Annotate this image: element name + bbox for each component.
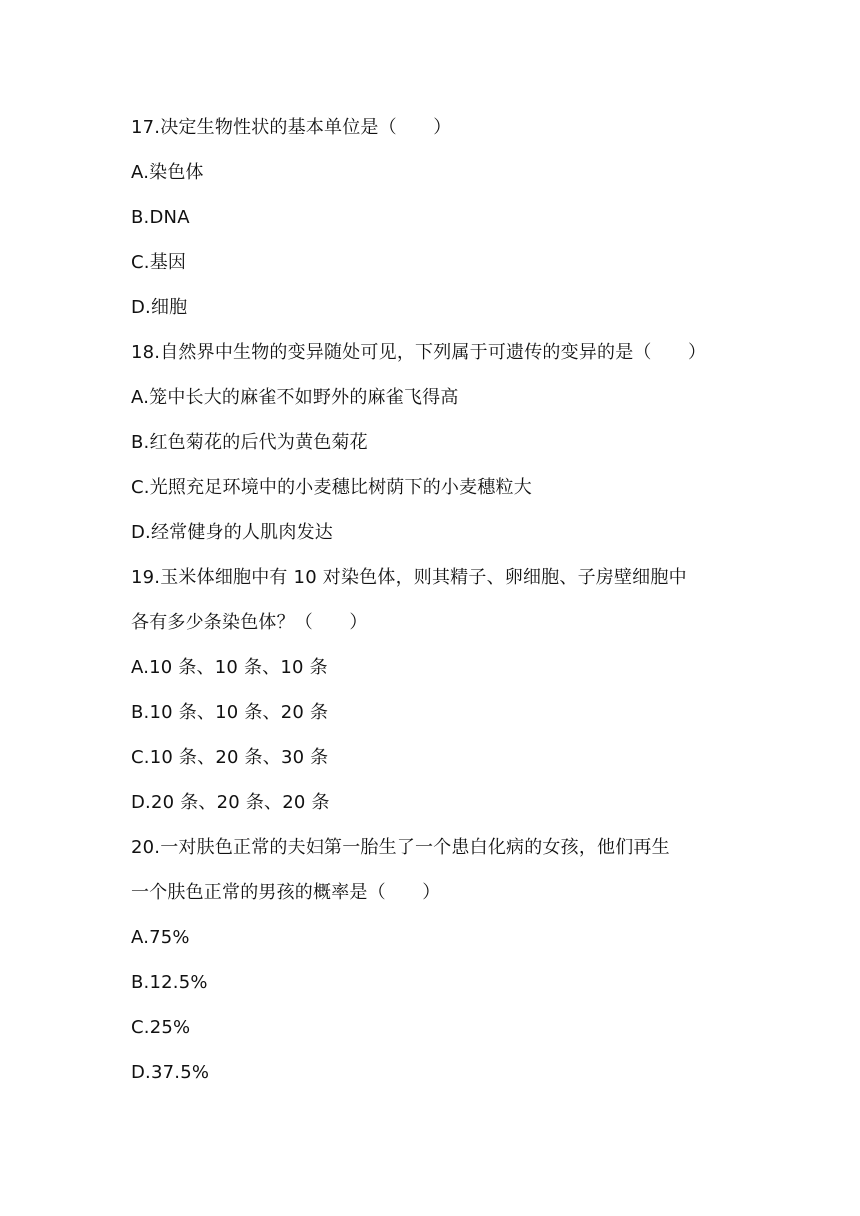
question-20-option-a: A.75%	[131, 927, 190, 948]
question-20-stem-line-1: 20.一对肤色正常的夫妇第一胎生了一个患白化病的女孩，他们再生	[131, 837, 670, 858]
question-18-option-a: A.笼中长大的麻雀不如野外的麻雀飞得高	[131, 387, 459, 408]
question-19-option-d: D.20 条、20 条、20 条	[131, 792, 330, 813]
question-18-option-c: C.光照充足环境中的小麦穗比树荫下的小麦穗粒大	[131, 477, 532, 498]
question-20-option-d: D.37.5%	[131, 1062, 210, 1083]
question-19-option-c: C.10 条、20 条、30 条	[131, 747, 329, 768]
question-17-stem: 17.决定生物性状的基本单位是（ ）	[131, 117, 452, 138]
question-20-option-c: C.25%	[131, 1017, 191, 1038]
question-19-option-b: B.10 条、10 条、20 条	[131, 702, 329, 723]
question-18-option-d: D.经常健身的人肌肉发达	[131, 522, 333, 543]
question-17-option-a: A.染色体	[131, 162, 204, 183]
question-20-option-b: B.12.5%	[131, 972, 208, 993]
question-18-option-b: B.红色菊花的后代为黄色菊花	[131, 432, 368, 453]
question-17-option-c: C.基因	[131, 252, 187, 273]
question-19-stem-line-1: 19.玉米体细胞中有 10 对染色体，则其精子、卵细胞、子房壁细胞中	[131, 567, 687, 588]
question-17-option-b: B.DNA	[131, 207, 190, 228]
question-19-stem-line-2: 各有多少条染色体？（ ）	[131, 612, 368, 633]
question-17-option-d: D.细胞	[131, 297, 188, 318]
question-19-option-a: A.10 条、10 条、10 条	[131, 657, 328, 678]
question-20-stem-line-2: 一个肤色正常的男孩的概率是（ ）	[131, 882, 441, 903]
question-18-stem: 18.自然界中生物的变异随处可见，下列属于可遗传的变异的是（ ）	[131, 342, 707, 363]
